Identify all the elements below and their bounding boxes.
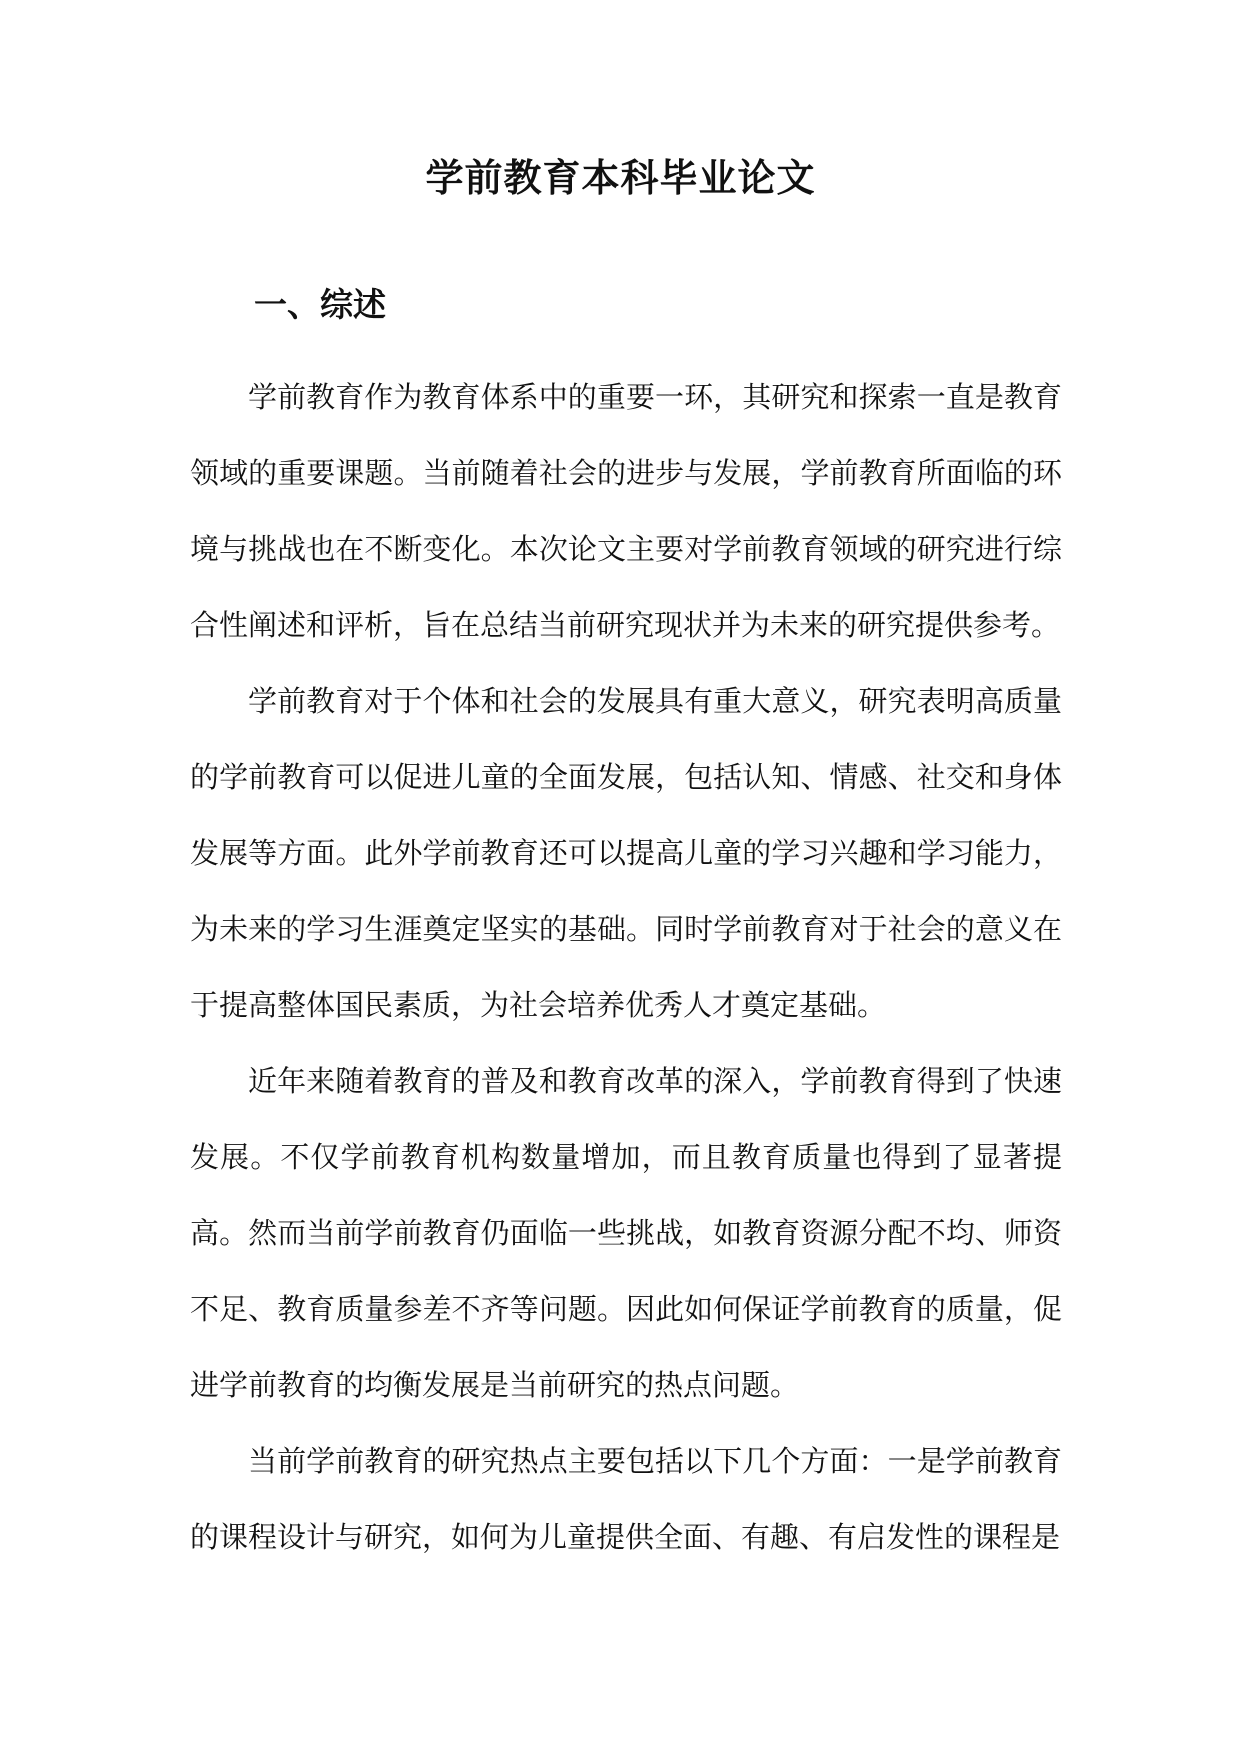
paragraph: 学前教育对于个体和社会的发展具有重大意义，研究表明高质量的学前教育可以促进儿童的全面发展，包括认知、情感、社交和身体发展等方面。此外学前教育还可以提高儿童的学习兴趣和学习能力，为未来的学习生涯奠定坚实的基础。同时学前教育对于社会的意义在于提高整体国民素质，为社会培养优秀人才奠定基础。	[190, 684, 1062, 1022]
body-text	[190, 359, 1062, 1575]
paragraph: 学前教育作为教育体系中的重要一环，其研究和探索一直是教育领域的重要课题。当前随着社会的进步与发展，学前教育所面临的环境与挑战也在不断变化。本次论文主要对学前教育领域的研究进行综合性阐述和评析，旨在总结当前研究现状并为未来的研究提供参考。	[190, 380, 1062, 642]
paragraph: 近年来随着教育的普及和教育改革的深入，学前教育得到了快速发展。不仅学前教育机构数量增加，而且教育质量也得到了显著提高。然而当前学前教育仍面临一些挑战，如教育资源分配不均、师资不足、教育质量参差不齐等问题。因此如何保证学前教育的质量，促进学前教育的均衡发展是当前研究的热点问题。	[190, 1064, 1062, 1402]
paragraph: 当前学前教育的研究热点主要包括以下几个方面：一是学前教育的课程设计与研究，如何为儿童提供全面、有趣、有启发性的课程是	[190, 1444, 1062, 1554]
document-title: 学前教育本科毕业论文	[425, 156, 816, 200]
section-heading: 一、综述	[254, 285, 386, 324]
